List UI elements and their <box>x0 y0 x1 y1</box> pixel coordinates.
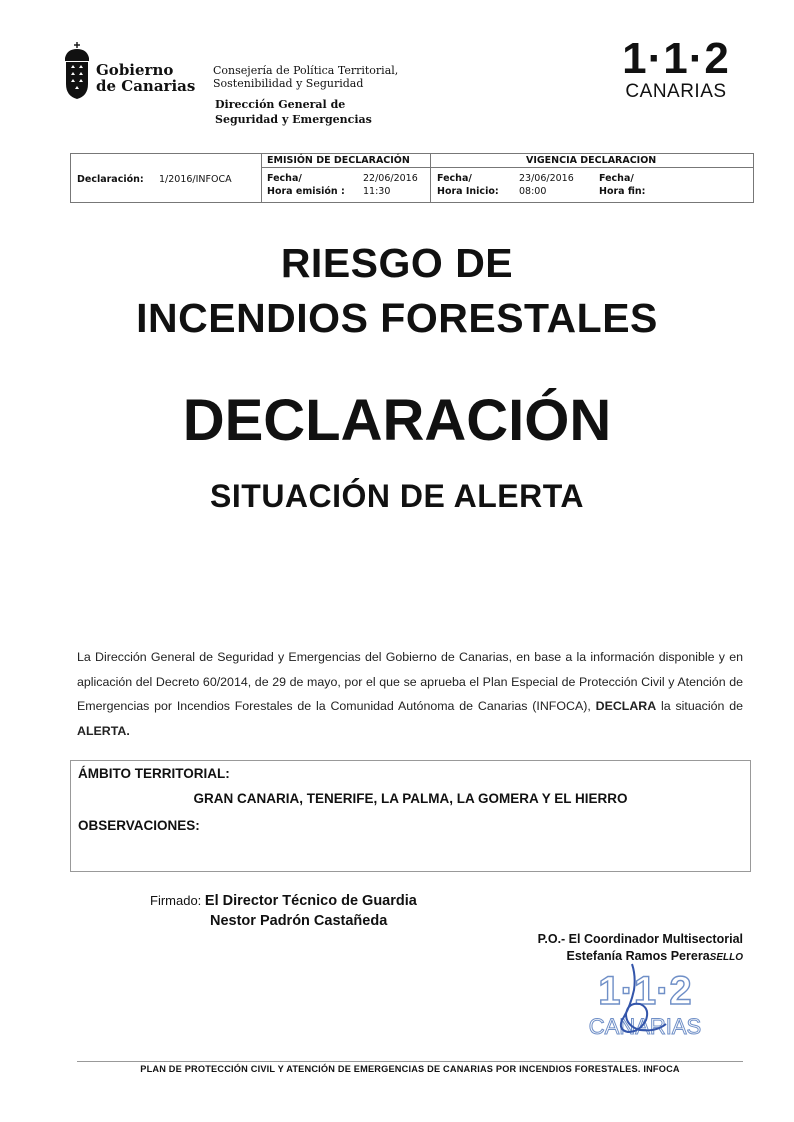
gobierno-canarias-coat-of-arms-icon <box>62 42 92 100</box>
logo-112-number: 1·1·2 <box>622 34 730 83</box>
gobierno-line1: Gobierno <box>96 61 174 79</box>
firmado-block <box>150 893 417 909</box>
direccion-general-name <box>215 97 372 127</box>
title-incendios: INCENDIOS FORESTALES <box>136 295 658 341</box>
inicio-fecha-label: Fecha/ <box>437 173 472 184</box>
title-situacion-alerta: SITUACIÓN DE ALERTA <box>210 478 584 514</box>
footer-text: PLAN DE PROTECCIÓN CIVIL Y ATENCIÓN DE EMERGENCIAS DE CANARIAS POR INCENDIOS FORESTALES. INFOCA <box>140 1064 680 1074</box>
inicio-fecha-value: 23/06/2016 <box>519 173 574 184</box>
emision-hora-label: Hora emisión : <box>267 186 345 197</box>
observaciones-label: OBSERVACIONES: <box>78 818 200 833</box>
title-riesgo: RIESGO DE <box>280 240 514 286</box>
declaracion-label: Declaración: <box>77 174 144 185</box>
inicio-hora-value: 08:00 <box>519 186 547 197</box>
consejeria-line2: Sostenibilidad y Seguridad <box>213 77 364 90</box>
firmado-role: El Director Técnico de Guardia <box>204 893 417 909</box>
declaracion-value: 1/2016/INFOCA <box>159 174 232 185</box>
title-declaracion: DECLARACIÓN <box>182 388 612 453</box>
emision-fecha-label: Fecha/ <box>267 173 302 184</box>
alerta-word: ALERTA. <box>77 723 130 738</box>
ambito-islands: GRAN CANARIA, TENERIFE, LA PALMA, LA GOMERA Y EL HIERRO <box>193 791 628 806</box>
direccion-line1: Dirección General de <box>215 98 346 111</box>
fin-hora-label: Hora fin: <box>599 186 646 197</box>
emision-hora-value: 11:30 <box>363 186 391 197</box>
firmado-label: Firmado: <box>150 893 202 908</box>
declaration-info-table <box>70 153 754 203</box>
gobierno-canarias-wordmark <box>96 62 195 94</box>
ambito-territorial-box <box>70 760 751 872</box>
consejeria-name <box>213 64 398 90</box>
po-role: P.O.- El Coordinador Multisectorial <box>537 932 743 946</box>
emision-fecha-value: 22/06/2016 <box>363 173 418 184</box>
po-sello: SELLO <box>709 952 743 963</box>
consejeria-line1: Consejería de Política Territorial, <box>213 64 399 77</box>
vigencia-header: VIGENCIA DECLARACION <box>526 155 657 166</box>
inicio-hora-label: Hora Inicio: <box>437 186 499 197</box>
gobierno-line2: de Canarias <box>96 77 196 95</box>
firmado-name: Nestor Padrón Castañeda <box>210 913 388 929</box>
footer-divider <box>77 1061 743 1062</box>
emision-header: EMISIÓN DE DECLARACIÓN <box>267 155 410 166</box>
logo-112-canarias <box>620 36 732 102</box>
declaration-paragraph <box>77 645 743 743</box>
po-name: Estefanía Ramos Perera <box>566 949 710 963</box>
direccion-line2: Seguridad y Emergencias <box>215 113 372 126</box>
declara-rest: la situación de <box>656 699 743 713</box>
paragraph-text: La Dirección General de Seguridad y Emergencias del Gobierno de Canarias, en base a la información disponible y en aplicación del Decreto 60/2014, de 29 de mayo, por el que se aprueba el Plan Especial de Protección Civil y Atención de Emergencias por Incendios Forestales de la Comunidad Autónoma de Canarias (INFOCA), <box>77 650 743 713</box>
sello-112-stamp-icon <box>570 960 720 1046</box>
declara-word: DECLARA <box>595 699 657 713</box>
fin-fecha-label: Fecha/ <box>599 173 634 184</box>
logo-112-region: CANARIAS <box>625 81 727 102</box>
stamp-region: CANARIAS <box>588 1014 702 1039</box>
stamp-number: 1·1·2 <box>598 969 692 1013</box>
ambito-label: ÁMBITO TERRITORIAL: <box>78 766 230 781</box>
